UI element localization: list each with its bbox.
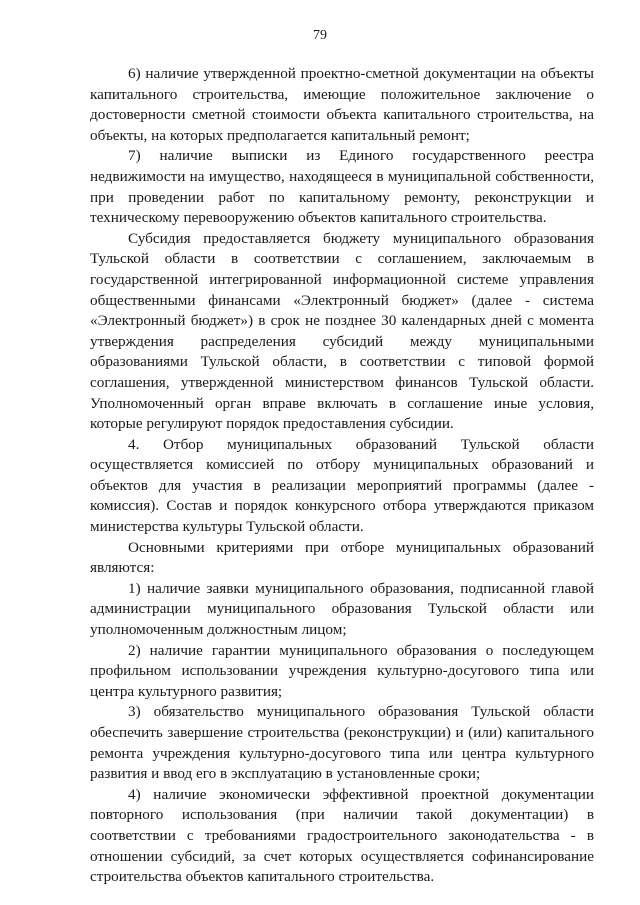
paragraph-criterion-3: 3) обязательство муниципального образования Тульской области обеспечить завершение строительства (реконструкции) и (или) капитального ремонта учреждения культурно-досугового типа или центра культурного развития и ввод его в эксплуатацию в установленные сроки; [90, 703, 594, 783]
paragraph-criterion-1: 1) наличие заявки муниципального образования, подписанной главой администрации муниципального образования Тульской области или уполномоченным должностным лицом; [90, 579, 594, 639]
paragraph-item-6: 6) наличие утвержденной проектно-сметной документации на объекты капитального строительства, имеющие положительное заключение о достоверности сметной стоимости объекта капитального строительства, на объекты, на которых предполагается капитальный ремонт; [90, 65, 594, 144]
paragraph-section-4: 4. Отбор муниципальных образований Тульской области осуществляется комиссией по отбору муниципальных образований и объектов для участия в реализации мероприятий программы (далее - комиссия). Состав и порядок конкурсного отбора утверждаются приказом министерства культуры Тульской области. [90, 435, 594, 536]
paragraph-item-7: 7) наличие выписки из Единого государственного реестра недвижимости на имущество, находящееся в муниципальной собственности, при проведении работ по капитальному ремонту, реконструкции и техническому перевооружению объектов капитального строительства. [90, 147, 594, 227]
paragraph-criterion-2: 2) наличие гарантии муниципального образования о последующем профильном использовании учреждения культурно-досугового типа или центра культурного развития; [90, 641, 594, 700]
paragraph-subsidy-agreement: Субсидия предоставляется бюджету муниципального образования Тульской области в соответствии с соглашением, заключаемым в государственной интегрированной информационной системе управления общественными финансами «Электронный бюджет» (далее - система «Электронный бюджет») в срок не позднее 30 календарных дней с момента утверждения распределения субсидий между муниципальными образованиями Тульской области, в соответствии с типовой формой соглашения, утвержденной министерством финансов Тульской области. Уполномоченный орган вправе включать в соглашение иные условия, которые регулируют порядок предоставления субсидии. [90, 229, 594, 433]
page-number: 79 [313, 28, 327, 43]
document-body [90, 64, 594, 888]
paragraph-criteria-intro: Основными критериями при отборе муниципальных образований являются: [90, 538, 594, 577]
paragraph-criterion-4: 4) наличие экономически эффективной проектной документации повторного использования (при наличии такой документации) в соответствии с требованиями градостроительного законодательства - в отношении субсидий, за счет которых осуществляется софинансирование строительства объектов капитального строительства. [90, 785, 594, 886]
